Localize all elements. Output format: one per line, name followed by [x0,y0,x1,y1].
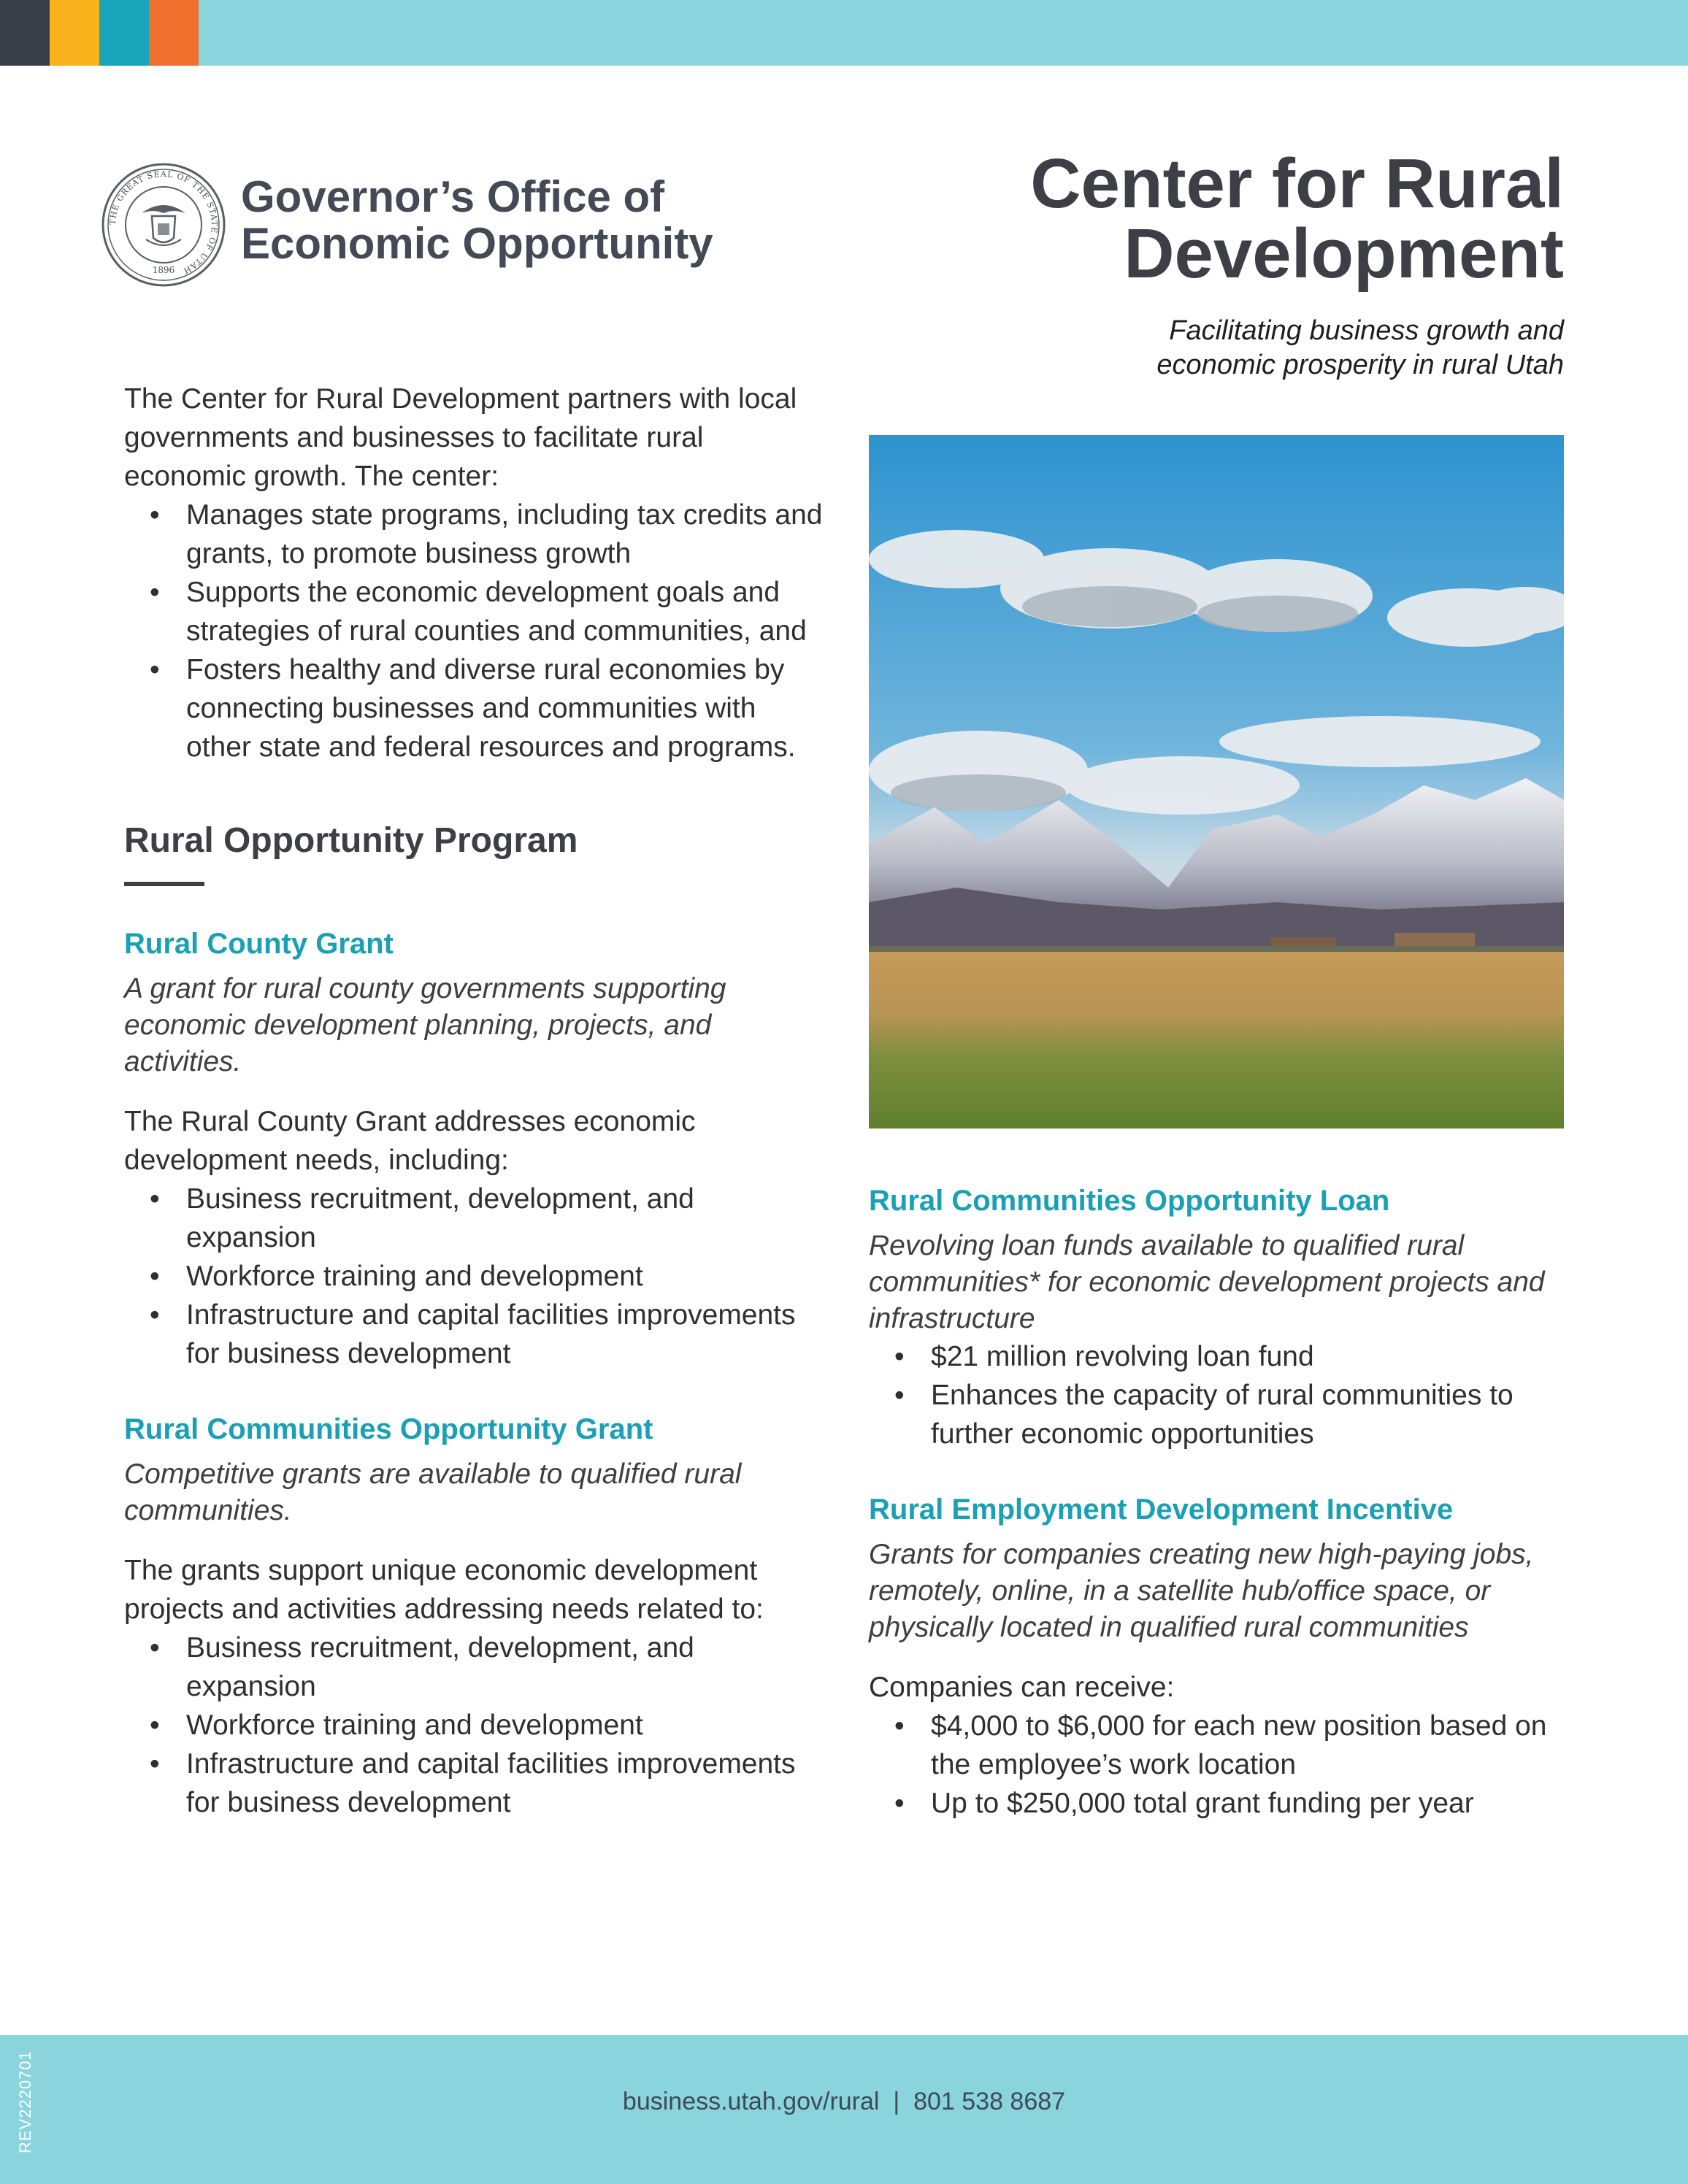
list-item: • Workforce training and development [186,1706,825,1745]
svg-text:1896: 1896 [152,265,175,275]
list-item: • Up to $250,000 total grant funding per year [931,1784,1570,1823]
heading-rural-employment-development-incentive: Rural Employment Development Incentive [869,1493,1454,1526]
list-item: • Enhances the capacity of rural communities to further economic opportunities [931,1376,1570,1453]
swatch-charcoal [0,0,50,66]
communities-grant-description: Competitive grants are available to qualified rural communities. [124,1458,742,1526]
swatch-orange [149,0,199,66]
page-title-line1: Center for Rural [1030,145,1564,223]
swatch-teal [99,0,149,66]
list-item: • Manages state programs, including tax credits and grants, to promote business growth [186,496,825,573]
page-subtitle-line1: Facilitating business growth and [1169,315,1564,346]
utah-state-seal-logo [101,162,226,288]
page-title [1030,145,1564,293]
section-heading-rural-opportunity-program: Rural Opportunity Program [124,821,578,860]
intro-section [124,380,825,766]
right-column [869,1183,1570,1823]
organization-name-line1: Governor’s Office of [241,172,665,221]
list-item: • Fosters healthy and diverse rural economies by connecting businesses and communities with other state and federal resources and programs. [186,650,825,766]
list-item: • $21 million revolving loan fund [931,1337,1570,1376]
list-item: • Workforce training and development [186,1257,825,1296]
communities-grant-bullet-list [124,1629,825,1822]
intro-paragraph: The Center for Rural Development partners with local governments and businesses to facilitate rural economic growth. The center: [124,383,797,492]
page-title-line2: Development [1124,215,1564,293]
employment-bullet-list [869,1707,1570,1823]
heading-divider [124,882,204,886]
page-subtitle-line2: economic prosperity in rural Utah [1156,350,1564,380]
heading-rural-communities-opportunity-grant: Rural Communities Opportunity Grant [124,1413,653,1445]
heading-rural-communities-opportunity-loan: Rural Communities Opportunity Loan [869,1185,1390,1217]
organization-name-line2: Economic Opportunity [241,219,713,268]
list-item: • $4,000 to $6,000 for each new position based on the employee’s work location [931,1707,1570,1784]
list-item: • Business recruitment, development, and expansion [186,1180,825,1257]
county-grant-description: A grant for rural county governments supporting economic development planning, projects, and activities. [124,973,726,1077]
organization-name [241,174,713,267]
intro-bullet-list [124,496,825,766]
revision-code: REV2220701 [16,2050,34,2153]
footer-contact: business.utah.gov/rural | 801 538 8687 [622,2088,1066,2115]
heading-rural-county-grant: Rural County Grant [124,928,394,960]
county-grant-body: The Rural County Grant addresses economic development needs, including: [124,1106,696,1176]
top-color-band [0,0,1688,66]
page-subtitle [1156,314,1564,382]
employment-description: Grants for companies creating new high-paying jobs, remotely, online, in a satellite hub/office space, or physically located in qualified rural communities [869,1539,1534,1643]
rural-landscape-photo [869,435,1564,1128]
communities-grant-body: The grants support unique economic development projects and activities addressing needs related to: [124,1555,764,1625]
list-item: • Infrastructure and capital facilities improvements for business development [186,1296,825,1373]
loan-bullet-list [869,1337,1570,1453]
svg-text:THE GREAT SEAL OF THE STATE OF: THE GREAT SEAL OF THE STATE OF UTAH [107,169,220,276]
county-grant-bullet-list [124,1180,825,1373]
employment-body: Companies can receive: [869,1672,1175,1703]
left-column [124,380,825,1822]
list-item: • Business recruitment, development, and expansion [186,1629,825,1706]
list-item: • Supports the economic development goals and strategies of rural counties and communities, and [186,573,825,650]
list-item: • Infrastructure and capital facilities improvements for business development [186,1745,825,1822]
swatch-yellow [50,0,99,66]
loan-description: Revolving loan funds available to qualified rural communities* for economic development projects and infrastructure [869,1230,1545,1334]
